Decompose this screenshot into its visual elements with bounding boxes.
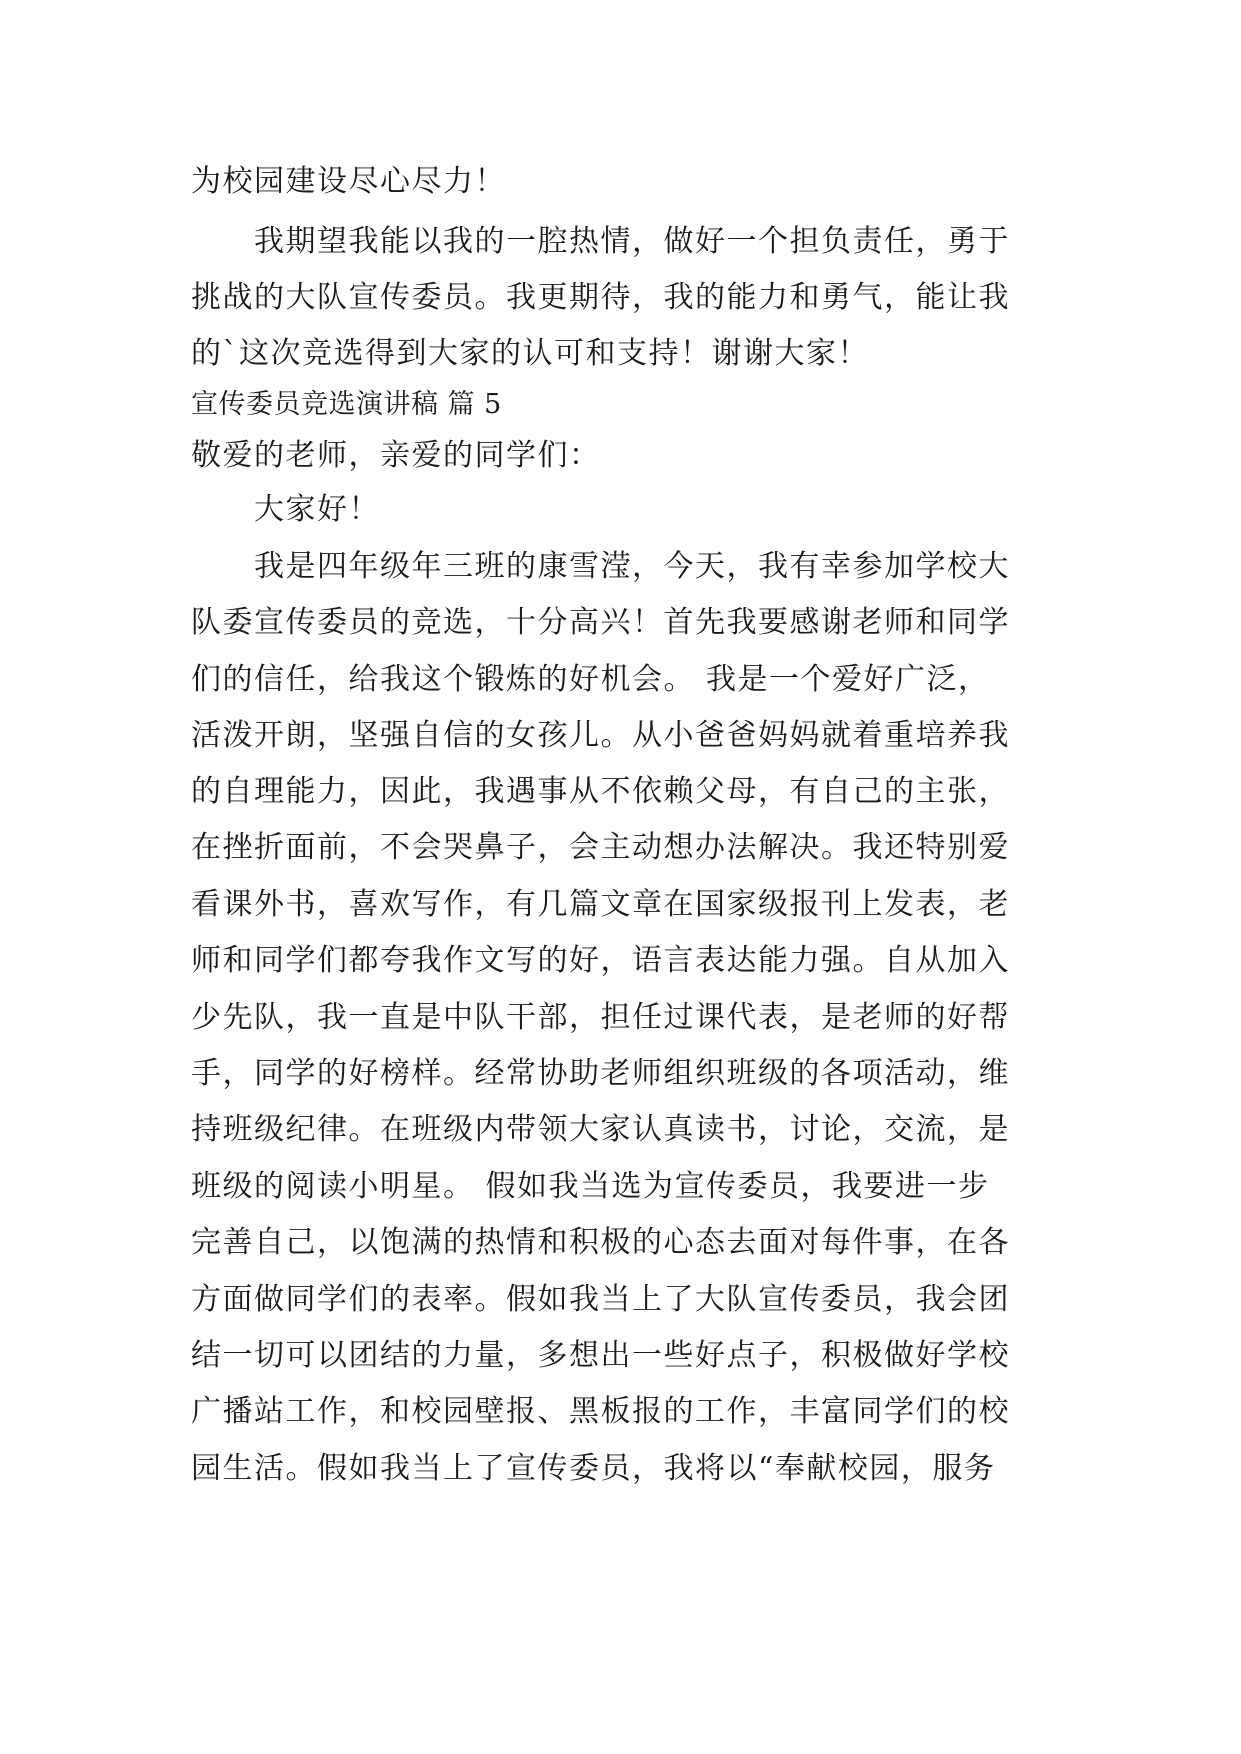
text-line: 完善自己，以饱满的热情和积极的心态去面对每件事，在各 [191, 1225, 1010, 1260]
section-heading: 宣传委员竞选演讲稿 篇 5 [191, 389, 502, 420]
paragraph-first-line: 我期望我能以我的一腔热情，做好一个担负责任，勇于 [254, 224, 1010, 259]
greeting: 大家好！ [254, 492, 380, 527]
text-line: 队委宣传委员的竞选，十分高兴！首先我要感谢老师和同学 [191, 605, 1010, 640]
text-line: 园生活。假如我当上了宣传委员，我将以“奉献校园，服务 [191, 1451, 996, 1486]
text-line: 师和同学们都夸我作文写的好，语言表达能力强。自从加入 [191, 943, 1010, 978]
text-line: 挑战的大队宣传委员。我更期待，我的能力和勇气，能让我 [191, 280, 1010, 315]
text-line: 班级的阅读小明星。 假如我当选为宣传委员，我要进一步 [191, 1169, 990, 1204]
text-line: 持班级纪律。在班级内带领大家认真读书，讨论，交流，是 [191, 1112, 1010, 1147]
text-line: 手，同学的好榜样。经常协助老师组织班级的各项活动，维 [191, 1056, 1010, 1091]
paragraph-first-line: 我是四年级年三班的康雪滢，今天，我有幸参加学校大 [254, 549, 1010, 584]
text-line: 们的信任，给我这个锻炼的好机会。 我是一个爱好广泛， [191, 662, 990, 697]
text-line: 活泼开朗，坚强自信的女孩儿。从小爸爸妈妈就着重培养我 [191, 718, 1010, 753]
text-line: 广播站工作，和校园壁报、黑板报的工作，丰富同学们的校 [191, 1394, 1010, 1429]
text-line: 为校园建设尽心尽力！ [191, 164, 506, 199]
text-line: 的`这次竞选得到大家的认可和支持！谢谢大家！ [191, 336, 869, 371]
text-line: 的自理能力，因此，我遇事从不依赖父母，有自己的主张， [191, 774, 1010, 809]
text-line: 少先队，我一直是中队干部，担任过课代表，是老师的好帮 [191, 1000, 1010, 1035]
text-line: 方面做同学们的表率。假如我当上了大队宣传委员，我会团 [191, 1282, 1010, 1317]
text-line: 结一切可以团结的力量，多想出一些好点子，积极做好学校 [191, 1338, 1010, 1373]
text-line: 在挫折面前，不会哭鼻子，会主动想办法解决。我还特别爱 [191, 830, 1010, 865]
salutation: 敬爱的老师，亲爱的同学们： [191, 438, 601, 473]
text-line: 看课外书，喜欢写作，有几篇文章在国家级报刊上发表，老 [191, 887, 1010, 922]
